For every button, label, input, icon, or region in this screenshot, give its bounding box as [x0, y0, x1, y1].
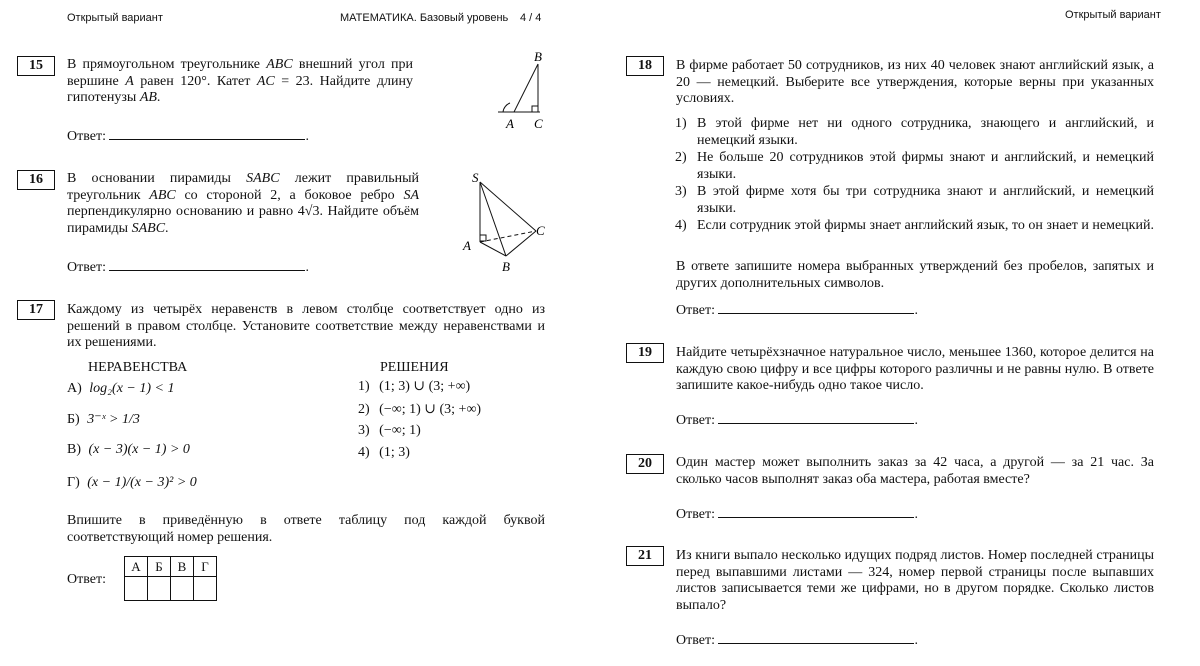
inequality-v: В) (x − 3)(x − 1) > 0: [67, 442, 190, 457]
header-variant-right: Открытый вариант: [1065, 9, 1161, 21]
task-20-text: Один мастер может выполнить заказ за 42 часа, а другой — за 21 час. За сколько часов выполнят заказ оба мастера, работая вместе?: [676, 455, 1154, 487]
header-variant-left: Открытый вариант: [67, 12, 163, 24]
answer-cell-b[interactable]: [148, 577, 171, 601]
answer-cell-g[interactable]: [194, 577, 217, 601]
task-17-intro: Каждому из четырёх неравенств в левом столбце соответствует одно из решений в правом столбце. Установите соответствие между неравенствами и их решениями.: [67, 302, 545, 350]
answer-table-header: А: [125, 557, 148, 577]
inequality-g: Г) (x − 1)/(x − 3)² > 0: [67, 475, 197, 490]
solution-2: 2) (−∞; 1) ∪ (3; +∞): [358, 402, 482, 417]
right-triangle-figure: [490, 49, 550, 131]
solutions-header: РЕШЕНИЯ: [380, 360, 449, 375]
task-21-answer[interactable]: Ответ: .: [676, 633, 918, 648]
task-19-text: Найдите четырёхзначное натуральное число, меньшее 1360, которое делится на каждую свою цифру и все цифры которого различны и не равны нулю. В ответе запишите какое-нибудь одно такое число.: [676, 345, 1154, 393]
fig15-label-c: C: [534, 116, 543, 131]
inequality-a: А) log₂(x − 1) < 1: [67, 381, 175, 396]
solution-3: 3) (−∞; 1): [358, 423, 421, 438]
fig16-label-c: C: [536, 223, 545, 238]
task-18-option-3: 3) В этой фирме хотя бы три сотрудника знают и английский, и немецкий языки.: [675, 184, 1154, 216]
task-18-text: В фирме работает 50 сотрудников, из них 40 человек знают английский язык, а 20 — немецкий. Выберите все утверждения, которые верны при указанных условиях.: [676, 58, 1154, 106]
header-subject: МАТЕМАТИКА. Базовый уровень: [340, 12, 509, 24]
task-number-21: 21: [626, 546, 664, 566]
header-page-number: 4 / 4: [520, 12, 542, 24]
inequality-b: Б) 3⁻ˣ > 1/3: [67, 412, 140, 427]
task-17-instruction: Впишите в приведённую в ответе таблицу под каждой буквой соответствующий номер решения.: [67, 513, 545, 545]
inequalities-header: НЕРАВЕНСТВА: [88, 360, 188, 375]
answer-cell-v[interactable]: [171, 577, 194, 601]
task-20-answer[interactable]: Ответ: .: [676, 507, 918, 522]
answer-table[interactable]: [124, 556, 217, 601]
task-number-17: 17: [17, 300, 55, 320]
task-16-text: В основании пирамиды SABC лежит правильный треугольник ABC со стороной 2, а боковое ребро SA перпендикулярно основанию и равно 4√3. Найдите объём пирамиды SABC.: [67, 171, 419, 236]
task-15-answer[interactable]: Ответ: .: [67, 129, 309, 144]
fig16-label-b: B: [502, 259, 510, 274]
answer-table-header: Б: [148, 557, 171, 577]
task-15-text: В прямоугольном треугольнике ABC внешний угол при вершине A равен 120°. Катет AC = 23. Найдите длину гипотенузы AB.: [67, 57, 413, 105]
task-number-15: 15: [17, 56, 55, 76]
task-17-answer-label: Ответ:: [67, 572, 106, 587]
task-number-16: 16: [17, 170, 55, 190]
answer-table-header: В: [171, 557, 194, 577]
fig16-label-a: A: [463, 238, 471, 253]
task-18-option-1: 1) В этой фирме нет ни одного сотрудника, знающего и английский, и немецкий языки.: [675, 116, 1154, 148]
task-18-option-4: 4) Если сотрудник этой фирмы знает английский язык, то он знает и немецкий.: [675, 218, 1154, 233]
task-number-18: 18: [626, 56, 664, 76]
solution-4: 4) (1; 3): [358, 445, 410, 460]
task-21-text: Из книги выпало несколько идущих подряд листов. Номер последней страницы перед выпавшими листами — 324, номер первой страницы после выпавших листов записывается теми же цифрами, но в другом порядке. Сколько листов выпало?: [676, 548, 1154, 613]
task-18-note: В ответе запишите номера выбранных утверждений без пробелов, запятых и других дополнительных символов.: [676, 259, 1154, 291]
solution-1: 1) (1; 3) ∪ (3; +∞): [358, 379, 471, 394]
answer-cell-a[interactable]: [125, 577, 148, 601]
task-19-answer[interactable]: Ответ: .: [676, 413, 918, 428]
task-number-20: 20: [626, 454, 664, 474]
pyramid-figure: [460, 170, 550, 275]
fig16-label-s: S: [472, 170, 479, 185]
task-number-19: 19: [626, 343, 664, 363]
fig15-label-a: A: [506, 116, 514, 131]
task-16-answer[interactable]: Ответ: .: [67, 260, 309, 275]
task-18-option-2: 2) Не больше 20 сотрудников этой фирмы знают и английский, и немецкий языки.: [675, 150, 1154, 182]
task-18-answer[interactable]: Ответ: .: [676, 303, 918, 318]
answer-table-header: Г: [194, 557, 217, 577]
fig15-label-b: B: [534, 49, 542, 64]
